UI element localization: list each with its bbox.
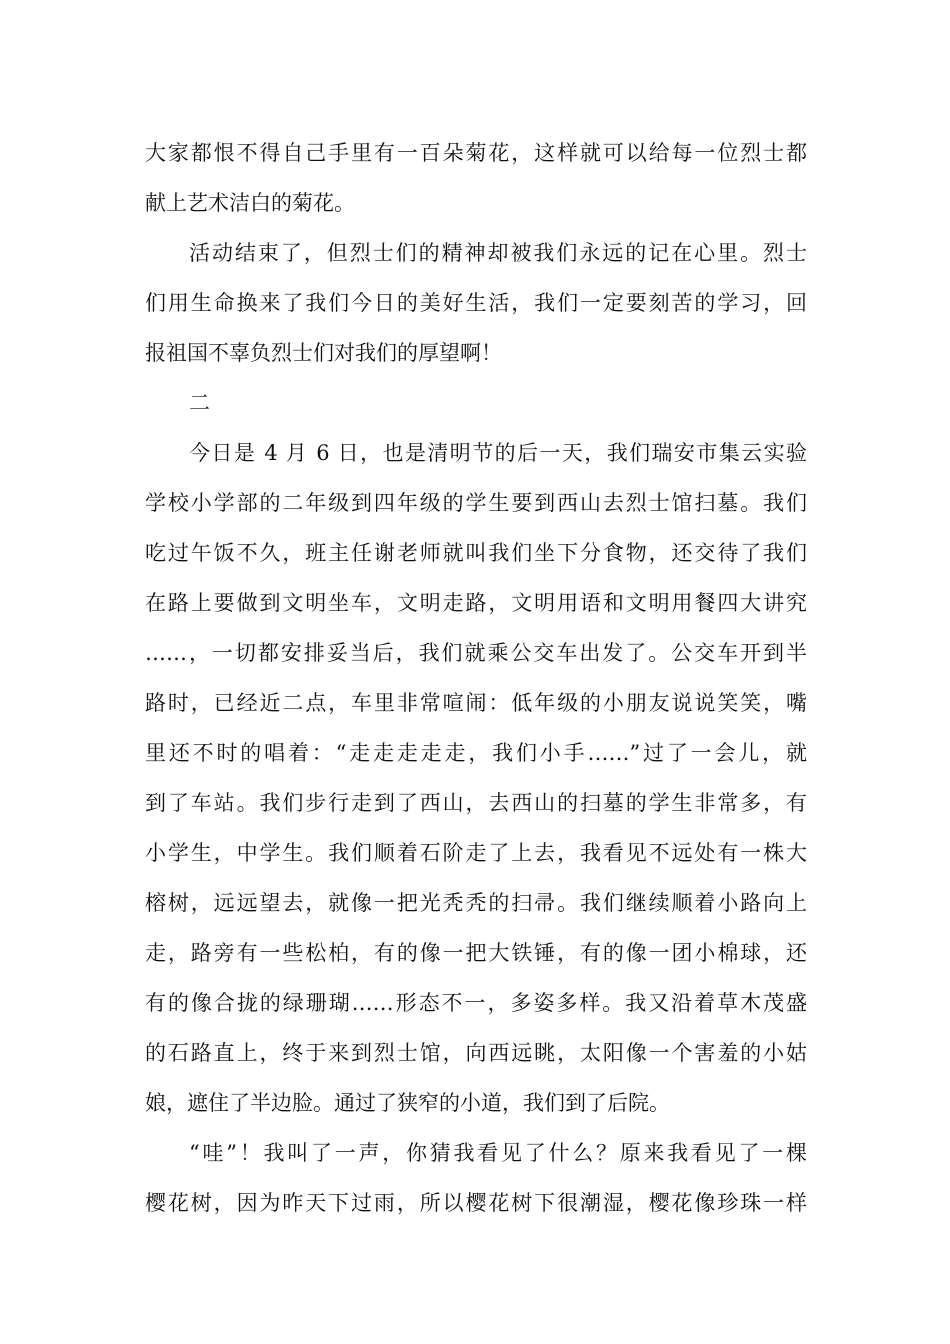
- text-line: 大家都恨不得自己手里有一百朵菊花，这样就可以给每一位烈士都: [145, 141, 807, 165]
- text-line: 到了车站。我们步行走到了西山，去西山的扫墓的学生非常多，有: [145, 791, 807, 815]
- text-line: 樱花树，因为昨天下过雨，所以樱花树下很潮湿，樱花像珍珠一样: [145, 1191, 807, 1215]
- text-line: 娘，遮住了半边脸。通过了狭窄的小道，我们到了后院。: [145, 1091, 670, 1115]
- text-line: 吃过午饭不久，班主任谢老师就叫我们坐下分食物，还交待了我们: [145, 541, 807, 565]
- document-body: [145, 128, 807, 1228]
- text-line: 报祖国不辜负烈士们对我们的厚望啊！: [145, 341, 502, 365]
- text-line: 里还不时的唱着：“走走走走走，我们小手……”过了一会儿，就: [145, 741, 807, 765]
- text-line: 榕树，远远望去，就像一把光秃秃的扫帚。我们继续顺着小路向上: [145, 891, 807, 915]
- text-line: 小学生，中学生。我们顺着石阶走了上去，我看见不远处有一株大: [145, 841, 807, 865]
- text-line: 路时，已经近二点，车里非常喧闹：低年级的小朋友说说笑笑，嘴: [145, 691, 807, 715]
- paragraph-start-line: 活动结束了，但烈士们的精神却被我们永远的记在心里。烈士: [189, 241, 807, 265]
- text-line: 的石路直上，终于来到烈士馆，向西远眺，太阳像一个害羞的小姑: [145, 1041, 807, 1065]
- text-line: 走，路旁有一些松柏，有的像一把大铁锤，有的像一团小棉球，还: [145, 941, 807, 965]
- text-line: 有的像合拢的绿珊瑚……形态不一，多姿多样。我又沿着草木茂盛: [145, 991, 807, 1015]
- section-heading: 二: [189, 391, 210, 415]
- text-line: 献上艺术洁白的菊花。: [145, 191, 355, 215]
- text-line: 学校小学部的二年级到四年级的学生要到西山去烈士馆扫墓。我们: [145, 491, 807, 515]
- text-line: 们用生命换来了我们今日的美好生活，我们一定要刻苦的学习，回: [145, 291, 807, 315]
- paragraph-start-line: 今日是 4 月 6 日，也是清明节的后一天，我们瑞安市集云实验: [189, 441, 807, 465]
- text-line: 在路上要做到文明坐车，文明走路，文明用语和文明用餐四大讲究: [145, 591, 807, 615]
- paragraph-start-line: “哇”！我叫了一声，你猜我看见了什么？原来我看见了一棵: [189, 1141, 807, 1165]
- text-line: ……，一切都安排妥当后，我们就乘公交车出发了。公交车开到半: [145, 641, 807, 665]
